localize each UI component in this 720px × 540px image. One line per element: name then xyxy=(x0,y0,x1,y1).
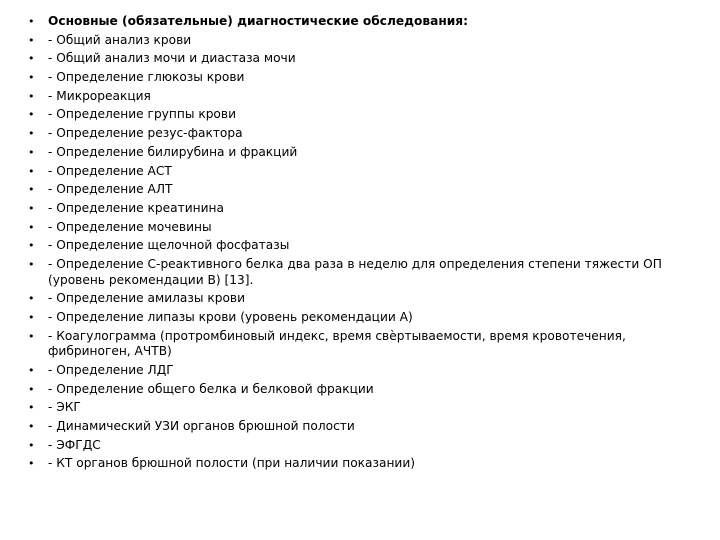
bullet-icon: • xyxy=(28,310,35,324)
list-item xyxy=(28,291,688,307)
list-item-text: - Определение глюкозы крови xyxy=(48,70,245,85)
bullet-icon: • xyxy=(28,15,35,28)
bullet-icon: • xyxy=(28,71,35,85)
list-item xyxy=(28,164,688,180)
list-item-text: - Определение АЛТ xyxy=(48,182,173,197)
list-item xyxy=(28,419,688,435)
bullet-icon: • xyxy=(28,419,35,433)
bullet-icon: • xyxy=(28,145,35,159)
list-item-text: - Микрореакция xyxy=(48,88,151,103)
list-item xyxy=(28,456,688,472)
list-item-text: - Определение ЛДГ xyxy=(48,362,174,377)
list-item-text: - Общий анализ мочи и диастаза мочи xyxy=(48,51,296,66)
bullet-icon: • xyxy=(28,401,35,415)
list-item xyxy=(28,145,688,161)
bullet-icon: • xyxy=(28,164,35,178)
list-item xyxy=(28,51,688,67)
list-item-text: - Определение креатинина xyxy=(48,200,224,215)
list-item xyxy=(28,107,688,123)
list-item xyxy=(28,182,688,198)
bullet-icon: • xyxy=(28,201,35,215)
bullet-icon: • xyxy=(28,108,35,122)
bullet-icon: • xyxy=(28,292,35,306)
list-item xyxy=(28,201,688,217)
list-item xyxy=(28,89,688,105)
bullet-icon: • xyxy=(28,127,35,141)
list-item-text: - Общий анализ крови xyxy=(48,32,192,47)
bullet-icon: • xyxy=(28,89,35,103)
list-item-text: - Определение С-реактивного белка два раза в неделю для определения степени тяжести ОП (уровень рекомендации В) [13]. xyxy=(48,256,662,287)
list-item xyxy=(28,363,688,379)
list-item xyxy=(28,70,688,86)
list-item-text: - Определение группы крови xyxy=(48,107,236,122)
bullet-icon: • xyxy=(28,239,35,253)
bullet-icon: • xyxy=(28,52,35,66)
list-item-text: - Динамический УЗИ органов брюшной полости xyxy=(48,418,355,433)
list-item-text: - Коагулограмма (протромбиновый индекс, время свѐртываемости, время кровотечения, фибриноген, АЧТВ) xyxy=(48,328,626,359)
list-heading xyxy=(28,14,688,30)
bullet-icon: • xyxy=(28,438,35,452)
list-item xyxy=(28,238,688,254)
bullet-icon: • xyxy=(28,382,35,396)
list-item xyxy=(28,126,688,142)
list-item-text: - Определение липазы крови (уровень рекомендации А) xyxy=(48,309,413,324)
list-item-text: - Определение общего белка и белковой фракции xyxy=(48,381,374,396)
bullet-icon: • xyxy=(28,183,35,197)
list-item-text: - Определение мочевины xyxy=(48,219,212,234)
bullet-icon: • xyxy=(28,257,35,271)
bullet-icon: • xyxy=(28,33,35,47)
bullet-icon: • xyxy=(28,363,35,377)
list-item-text: - Определение щелочной фосфатазы xyxy=(48,238,290,253)
bullet-icon: • xyxy=(28,457,35,471)
list-item-text: - Определение билирубина и фракций xyxy=(48,144,298,159)
list-item xyxy=(28,257,688,288)
diagnostics-list xyxy=(28,14,688,475)
list-item-text: - Определение резус-фактора xyxy=(48,126,243,141)
list-item xyxy=(28,400,688,416)
list-item-text: - ЭФГДС xyxy=(48,437,101,452)
list-item xyxy=(28,220,688,236)
bullet-icon: • xyxy=(28,329,35,343)
bullet-icon: • xyxy=(28,220,35,234)
list-item-text: - Определение амилазы крови xyxy=(48,291,246,306)
list-item xyxy=(28,382,688,398)
list-item xyxy=(28,33,688,49)
list-item xyxy=(28,438,688,454)
heading-text: Основные (обязательные) диагностические обследования: xyxy=(48,14,468,28)
list-item xyxy=(28,310,688,326)
list-item-text: - Определение АСТ xyxy=(48,163,172,178)
list-item xyxy=(28,329,688,360)
list-item-text: - КТ органов брюшной полости (при наличии показании) xyxy=(48,456,416,471)
list-item-text: - ЭКГ xyxy=(48,400,81,415)
